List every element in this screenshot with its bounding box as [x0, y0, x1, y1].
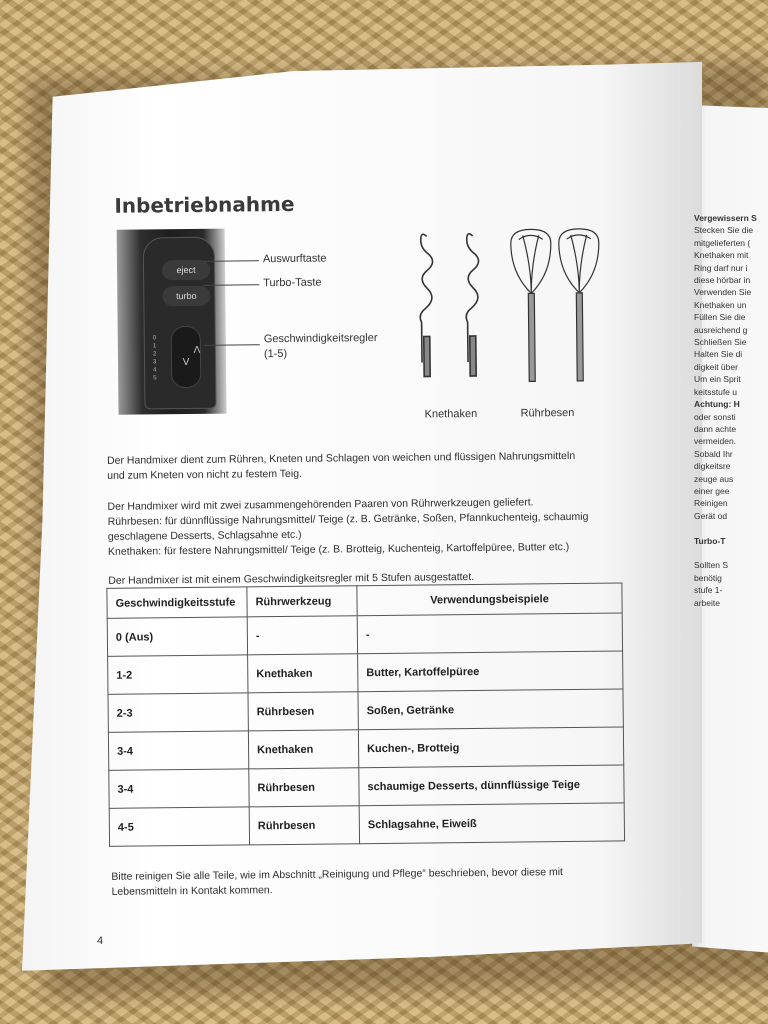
table-row — [109, 803, 624, 846]
tools-paragraph-line4: Knethaken: für festere Nahrungsmittel/ Teige (z. B. Brotteig, Kuchenteig, Kartoffelpüree, Butter etc.) — [107, 541, 570, 558]
table-cell: 3-4 — [108, 731, 248, 770]
speed-arrows: Λ V — [182, 344, 201, 369]
right-page-line: zeuge aus — [694, 473, 734, 484]
table-cell: Rührbesen — [249, 768, 359, 807]
knethaken-illustration — [419, 234, 479, 377]
right-page-line: oder sonsti — [694, 411, 736, 422]
mixer-tools-illustration — [391, 225, 613, 397]
table-cell: 2-3 — [108, 693, 248, 732]
cleaning-paragraph-line1: Bitte reinigen Sie alle Teile, wie im Abschnitt „Reinigung und Pflege“ beschrieben, bevor diese mit — [111, 866, 564, 883]
table-header-cell: Rührwerkzeug — [247, 586, 357, 617]
right-page-line: digkeit über — [694, 361, 738, 372]
ruehrbesen-label: Rührbesen — [520, 406, 575, 420]
right-page-line: digkeitsre — [694, 461, 731, 472]
table-cell: Soßen, Getränke — [358, 689, 623, 730]
right-page-line: mitgelieferten ( — [694, 237, 751, 248]
right-page-line — [694, 547, 766, 559]
tools-paragraph-line2: Rührbesen: für dünnflüssige Nahrungsmittel/ Teige (z. B. Getränke, Soßen, Pfannkuchenteig, schaumig — [107, 510, 589, 528]
turbo-callout: Turbo-Taste — [263, 276, 322, 290]
page-heading: Inbetriebnahme — [114, 191, 295, 218]
right-page-line: Turbo-T — [694, 535, 726, 546]
speed-callout-line1: Geschwindigkeitsregler — [263, 331, 378, 346]
right-page-line: Sobald Ihr — [694, 448, 733, 459]
right-page-line: keitsstufe u — [694, 386, 737, 397]
speed-scale — [153, 334, 157, 382]
table-cell: 4-5 — [109, 807, 249, 846]
right-page-text — [694, 212, 766, 609]
right-page-line: Halten Sie di — [694, 349, 743, 360]
eject-button-label: eject — [162, 260, 210, 281]
table-cell: 1-2 — [108, 655, 248, 694]
right-page-line: vermeiden. — [694, 436, 737, 447]
right-page-line: Sollten S — [694, 560, 729, 571]
table-row — [108, 727, 623, 770]
speed-paragraph: Der Handmixer ist mit einem Geschwindigkeitsregler mit 5 Stufen ausgestattet. — [108, 570, 475, 587]
table-cell: Rührbesen — [248, 692, 358, 731]
table-cell: 3-4 — [109, 769, 249, 808]
right-page-line: arbeite — [694, 597, 720, 608]
table-header-cell: Verwendungsbeispiele — [357, 583, 622, 616]
speed-table — [106, 582, 625, 846]
speed-callout-line2: (1-5) — [263, 347, 288, 361]
speed-scale-0: 0 — [152, 335, 157, 342]
turbo-button-label: turbo — [162, 286, 210, 307]
right-page-line: ausreichend g — [694, 324, 748, 335]
right-page-line: Knethaken mit — [694, 250, 749, 261]
right-page-line: Achtung: H — [694, 399, 740, 410]
speed-scale-1: 1 — [152, 343, 157, 350]
cleaning-paragraph-line2: Lebensmitteln in Kontakt kommen. — [111, 884, 273, 898]
tools-paragraph-line3: geschlagene Desserts, Schlagsahne etc.) — [107, 528, 302, 543]
right-page-line: Reinigen — [694, 498, 728, 509]
right-page-line: Vergewissern S — [694, 213, 757, 223]
right-page-line: Ring darf nur i — [694, 262, 748, 273]
table-cell: Kuchen-, Brotteig — [358, 727, 623, 768]
table-row — [108, 651, 623, 694]
table-cell: 0 (Aus) — [107, 617, 247, 656]
tools-paragraph-line1: Der Handmixer wird mit zwei zusammengehörenden Paaren von Rührwerkzeugen geliefert. — [107, 496, 534, 513]
speed-scale-3: 3 — [152, 359, 157, 366]
speed-scale-5: 5 — [153, 375, 157, 382]
page-number: 4 — [97, 935, 104, 947]
right-page-line: Füllen Sie die — [694, 312, 746, 323]
right-page-line: Um ein Sprit — [694, 374, 741, 385]
right-page-line: benötig — [694, 572, 722, 583]
ruehrbesen-illustration — [511, 229, 601, 382]
table-cell: - — [357, 613, 622, 654]
table-cell: schaumige Desserts, dünnflüssige Teige — [359, 765, 624, 806]
mixer-control-panel — [143, 237, 217, 410]
table-cell: Butter, Kartoffelpüree — [358, 651, 623, 692]
table-cell: - — [247, 616, 357, 655]
table-cell: Knethaken — [248, 654, 358, 693]
intro-paragraph-line1: Der Handmixer dient zum Rühren, Kneten und Schlagen von weichen und flüssigen Nahrungsmitteln — [106, 449, 576, 467]
table-cell: Schlagsahne, Eiweiß — [359, 803, 624, 844]
mixer-control-photo — [117, 229, 227, 415]
right-page-line: Knethaken un — [694, 299, 747, 310]
right-page-line: Verwenden Sie — [694, 287, 752, 298]
right-page-line: Stecken Sie die — [694, 225, 754, 236]
eject-callout: Auswurftaste — [262, 252, 327, 266]
right-page-line: dann achte — [694, 423, 737, 434]
table-row — [108, 689, 623, 732]
right-page-line: Schließen Sie — [694, 337, 747, 348]
speed-scale-2: 2 — [152, 351, 157, 358]
right-page-line: diese hörbar in — [694, 275, 751, 286]
table-row — [109, 765, 624, 808]
table-header-cell: Geschwindigkeitsstufe — [107, 587, 247, 618]
speed-slider-arrows — [171, 326, 202, 388]
table-cell: Knethaken — [248, 730, 358, 769]
speed-scale-4: 4 — [153, 367, 157, 374]
right-page-line: stufe 1- — [694, 585, 723, 596]
intro-paragraph-line2: und zum Kneten von nicht zu festem Teig. — [107, 467, 303, 482]
knethaken-label: Knethaken — [424, 407, 478, 421]
table-row — [107, 613, 622, 656]
table-cell: Rührbesen — [249, 806, 359, 845]
right-page-line: Gerät od — [694, 510, 728, 521]
right-page-line: einer gee — [694, 485, 730, 496]
right-page-line — [694, 522, 766, 534]
